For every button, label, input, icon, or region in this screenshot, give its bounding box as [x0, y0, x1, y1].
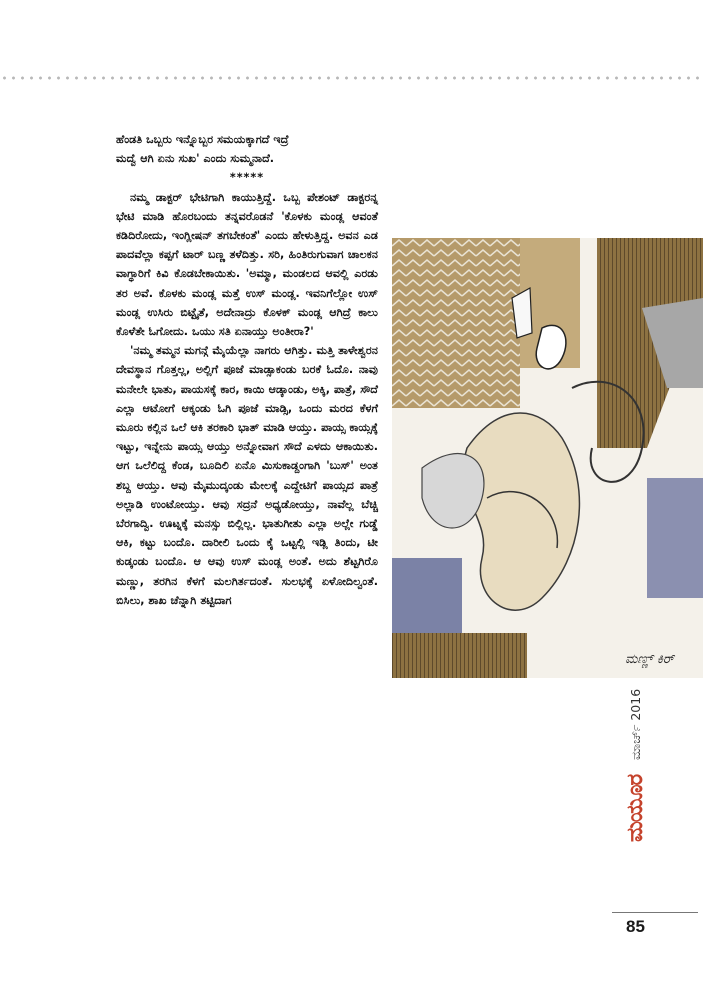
artist-signature: ಮಣ್ಣ್ ಕಿರ್: [625, 652, 674, 667]
section-divider: *****: [229, 171, 265, 185]
top-dotted-rule: [0, 76, 703, 80]
illustration: [392, 238, 703, 678]
slate-blue-right: [647, 478, 703, 598]
magazine-name: ಮಯೂರ: [622, 774, 648, 842]
paragraph-2: 'ನಮ್ಮ ತಮ್ಮನ ಮಗನ್ಗೆ ಮೈಯೆಲ್ಲಾ ನಾಗರು ಆಗಿತ್ತು. ಮತ್ತಿ ತಾಳೇಶ್ವರನ ದೇವಸ್ಥಾನ ಗೊತ್ತಲ್ಲ, ಅಲ್ಲಿಗೆ ಪೂಜೆ ಮಾಡ್ಸಾಕಂಡು ಬರಕೆ ಓದೊ. ನಾವು ಮನೇಲೇ ಭಾತು, ಪಾಯಸಕ್ಕೆ ಕಾರ, ಕಾಯಿ ಆಡ್ಕಾಂಡು, ಅಕ್ಕಿ, ಪಾತ್ರೆ, ಸೌದೆ ಎಲ್ಲಾ ಆಟೋಗೆ ಆಕ್ಕಂಡು ಓಗಿ ಪೂಜೆ ಮಾಡ್ಸಿ, ಒಂದು ಮರದ ಕೆಳಗೆ ಮೂರು ಕಲ್ಲಿನ ಒಲೆ ಆಕಿ ತರಕಾರಿ ಭಾತ್ ಮಾಡಿ ಆಯ್ತು. ಪಾಯ್ಸ ಕಾಯ್ಸಕ್ಕೆ ಇಟ್ಟು, ಇನ್ನೇನು ಪಾಯ್ಸ ಆಯ್ತು ಅನ್ನೋವಾಗ ಸೌದೆ ಎಳದು ಆಕಾಯಿತು. ಆಗ ಒಲೆಲಿದ್ದ ಕೆಂಡ, ಬೂದಿಲಿ ಏನೊ ಮಿಸುಕಾಡ್ದಂಗಾಗಿ 'ಬುಸ್' ಅಂತ ಶಬ್ದ ಆಯ್ತು. ಆವು ಮೈಮುದ್ಕಂಡು ಮೇಲಕ್ಕೆ ಎದ್ದೇಟಿಗೆ ಪಾಯ್ಸದ ಪಾತ್ರೆ ಅಲ್ಲಾಡಿ ಉಂಟೋಯ್ತು. ಆವು ಸದ್ರನೆ ಅಧ್ಯಡೋಯ್ತು, ನಾವೆಲ್ಲ ಬೆಚ್ಚಿ ಬೆರಗಾದ್ವಿ. ಊಟ್ನಕ್ಕೆ ಮನಸ್ಸು ಬಿಲ್ಲಿಲ್ಲ. ಭಾತುಗೀತು ಎಲ್ಲಾ ಅಲ್ಲೇ ಗುಡ್ಡೆ ಆಕಿ, ಕಟ್ಟು ಬಂದೊ. ದಾರೀಲಿ ಒಂದು ಕೈ ಒಟ್ಟಲ್ಲಿ ಇಡ್ಲಿ ತಿಂದು, ಟೀ ಕುಡ್ಕಂಡು ಬಂದೊ. ಆ ಆವು ಉಸ್ ಮಂಡ್ಲ ಅಂತೆ. ಅದು ಶೆಟ್ಟಗಿರೊ ಮಣ್ಣು, ತರಗಿನ ಕೆಳಗೆ ಮಲಗಿರ್ತದಂತೆ. ಸುಲಭಕ್ಕೆ ಏಳೋದಿಲ್ವಂತೆ. ಬಿಸಿಲು, ಶಾಖ ಚೆನ್ನಾಗಿ ತಟ್ಟಿದಾಗ: [116, 344, 378, 607]
intro-line-1: ಹೆಂಡತಿ ಒಬ್ಬರು ಇನ್ನೊಬ್ಬರ ಸಮಯಕ್ಕಾಗದೆ ಇದ್ರೆ: [116, 133, 289, 146]
page-number: 85: [626, 917, 645, 936]
paragraph-1: ನಮ್ಮ ಡಾಕ್ಟರ್ ಭೇಟಿಗಾಗಿ ಕಾಯುತ್ತಿದ್ದೆ. ಒಬ್ಬ ಪೇಶಂಟ್ ಡಾಕ್ಟರನ್ನ ಭೇಟಿ ಮಾಡಿ ಹೊರಬಂದು ತನ್ನವರೊಡನೆ 'ಕೊಳಕು ಮಂಡ್ಲ ಆವಂತೆ ಕಡಿದಿರೋದು, ಇಂಗ್ಲೀಷನ್ ತಗಬೇಕಂತೆ' ಎಂದು ಹೇಳುತ್ತಿದ್ದ. ಅವನ ಎಡ ಪಾದವೆಲ್ಲಾ ಕಪ್ಪಗೆ ಟಾರ್ ಬಣ್ಣ ತಳೆದಿತ್ತು. ಸರಿ, ಹಿಂತಿರುಗುವಾಗ ಚಾಲಕನ ವಾಗ್ಧಾರಿಗೆ ಕಿವಿ ಕೊಡಬೇಕಾಯಿತು. 'ಅಮ್ಮಾ, ಮಂಡಲದ ಆವಲ್ಲಿ ಎರಡು ತರ ಅವೆ. ಕೊಳಕು ಮಂಡ್ಲ ಮತ್ತೆ ಉಸ್ ಮಂಡ್ಲ. ಇವನಿಗೆಲ್ಲೋ ಉಸ್ ಮಂಡ್ಲ ಉಸಿರು ಬಿಟ್ಟೈತೆ, ಅದೇನಾದ್ರು ಕೊಳಕ್ ಮಂಡ್ಲ ಆಗಿದ್ರೆ ಕಾಲು ಕೊಳೆತೇ ಓಗೋದು. ಒಯು ಸತಿ ಏನಾಯ್ತು ಅಂತೀರಾ?': [116, 190, 378, 339]
illustration-artwork: [392, 238, 703, 678]
intro-line-2: ಮದ್ವೆ ಆಗಿ ಏನು ಸುಖ' ಎಂದು ಸುಮ್ಮನಾದೆ.: [116, 152, 275, 166]
issue-date: ಮಾರ್ಚ್ 2016: [628, 688, 643, 760]
page-number-rule: [612, 912, 698, 913]
brown-strip-bottom: [392, 633, 527, 678]
ochre-zigzag-block: [392, 238, 520, 408]
article-column: [116, 130, 378, 610]
magazine-sidebar: [618, 688, 658, 850]
